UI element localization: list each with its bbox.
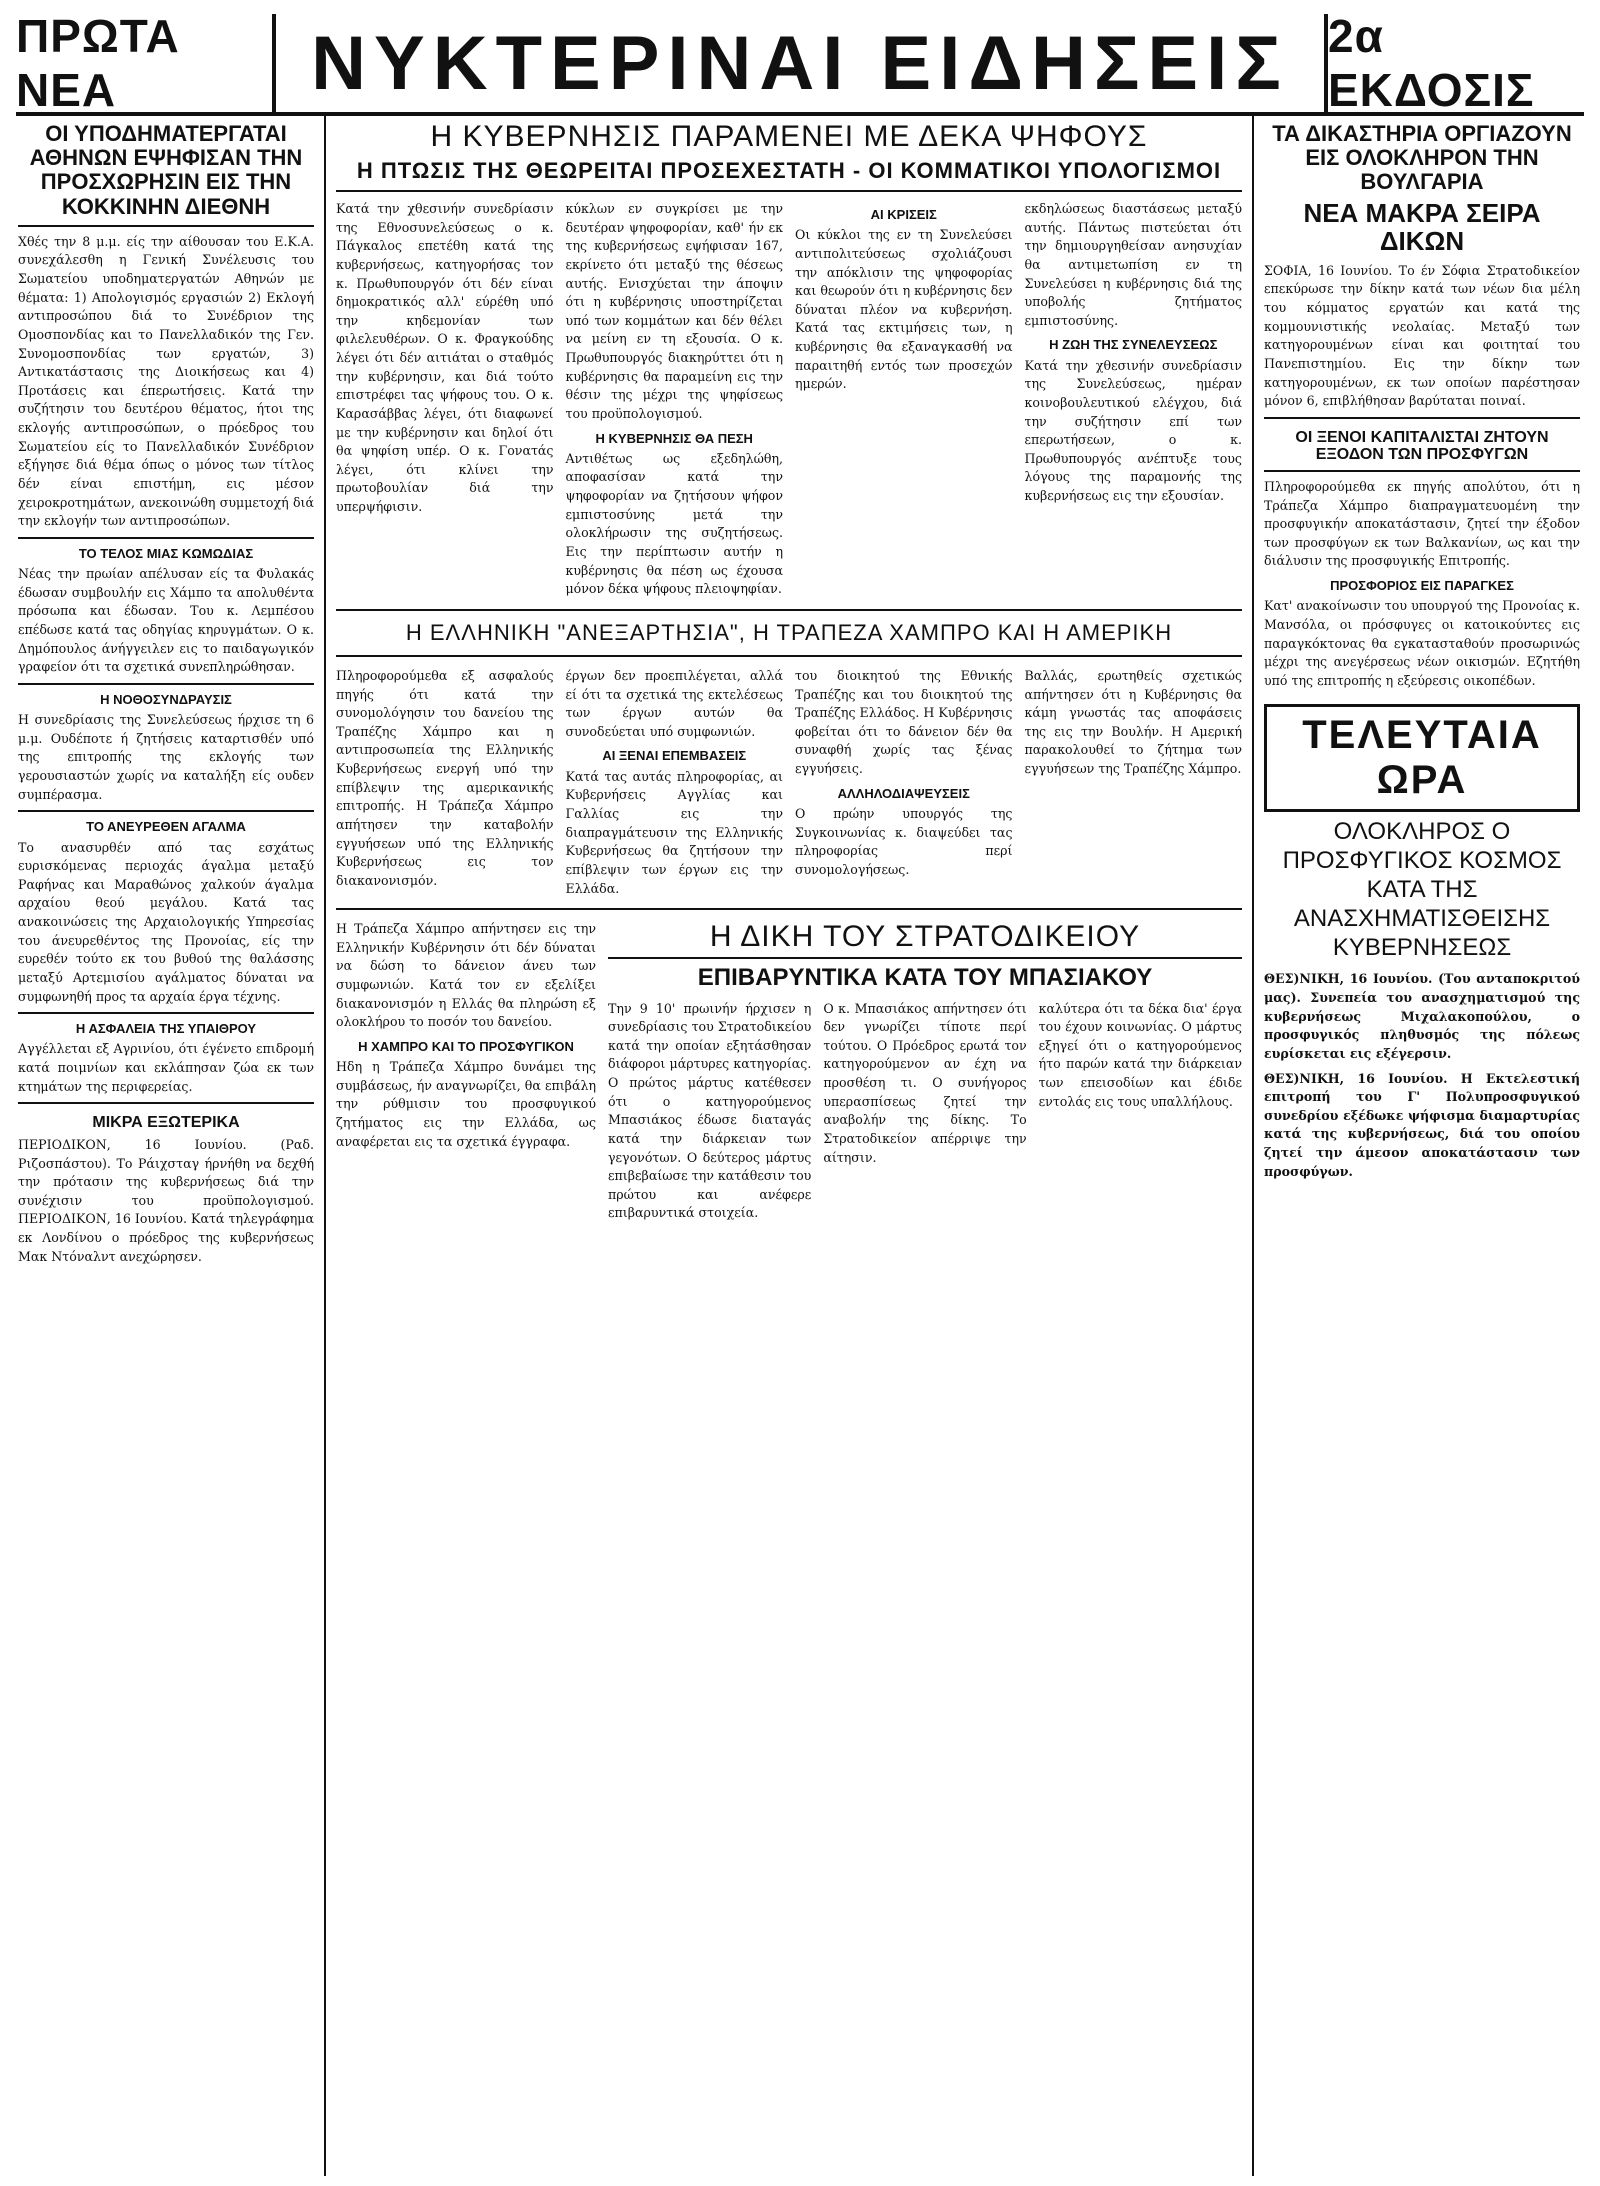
divider xyxy=(18,537,314,539)
right-column xyxy=(1254,116,1584,2176)
hambro-col-2-text: έργων δεν προεπιλέγεται, αλλά εί ότι τα σχετικά της εκτελέσεως των έργων αυτών θα συνοδεύεται υπό συμφωνιών. xyxy=(565,667,783,739)
lead-col-1-text: Κατά την χθεσινήν συνεδρίασιν της Εθνοσυνελεύσεως ο κ. Πάγκαλος επετέθη κατά της κυβερνήσεως, κατηγορήσας τον κ. Πρωθυπουργόν ότι δέν είναι δημοκρατικός αλλ' εύρέθη υπό την κηδεμονίαν των φιλελευθέρων. Ο κ. Φραγκούδης λέγει ότι δέν αιτιάται ο σταθμός την κυβέρνησιν, και διά τούτο επιστρέφει τας ψήφους του. Ο κ. Καρασάββας λέγει, ότι διαφωνεί με την κυβέρνησιν και δηλοί ότι θα ψηφίση υπέρ. Ο κ. Γονατάς λέγει, ότι κλίνει την πρωτοβουλίαν διά την υπερψήφισιν. xyxy=(336,201,554,514)
court-col-3 xyxy=(1039,1000,1242,1224)
last-hour-banner: ΤΕΛΕΥΤΑΙΑ ΩΡΑ xyxy=(1264,704,1580,812)
right-subhead-capitalists: ΟΙ ΞΕΝΟΙ ΚΑΠΙΤΑΛΙΣΤΑΙ ΖΗΤΟΥΝ ΕΞΟΔΟΝ ΤΩΝ ΠΡΟΣΦΥΓΩΝ xyxy=(1295,428,1549,464)
court-col-1 xyxy=(608,1000,811,1224)
court-col-3-text: καλύτερα ότι τα δέκα δια' έργα του έχουν κοινωνίας. Ο μάρτυς εξηγεί ότι ο κατηγορούμενος ήτο παρών κατά την διάρκειαν των επεισοδίων και έδιδε εντολάς εις τους υπαλλήλους. xyxy=(1038,1000,1242,1109)
hambro-col-3-text: του διοικητού της Εθνικής Τραπέζης και του διοικητού της Τραπέζης Ελλάδος. Η Κυβέρνησις φοβείται ότι το δάνειον δέν θα συναφθή χωρίς τας ξένας εγγυήσεις. xyxy=(795,667,1013,777)
court-col-2-text: Ο κ. Μπασιάκος απήντησεν ότι δεν γνωρίζει τίποτε περί τούτου. Ο Πρόεδρος ερωτά τον κατηγορούμενον αν έχη να προσθέση τι. Ο συνήγορος υπερασπίσεως ζητεί την αναβολήν της δίκης. Το Στρατοδικείον απέρριψε την αίτησιν. xyxy=(823,1000,1027,1165)
court-main xyxy=(608,920,1242,1223)
left-subhead-assembly: Η ΝΟΘΟΣΥΝΔΡΑΥΣΙΣ xyxy=(100,691,232,707)
hambro-col-1-text: Πληροφορούμεθα εξ ασφαλούς πηγής ότι κατά την συνομολόγησιν του δανείου της Τραπέζης Χάμπρο και η αντιπροσωπεία της Ελληνικής Κυβερνήσεως ενεργή υπό την επίβλεψιν της αμερικανικής επιτροπής. Η Τράπεζα Χάμπρο απήτησεν την καταβολήν εγγυήσεων υπό της Ελληνικής Κυβερνήσεως εις τον διακανονισμόν. xyxy=(336,667,554,888)
lead-col-4-text-b: Κατά την χθεσινήν συνεδρίασιν της Συνελεύσεως, ημέραν κοινοβουλευτικού ελέγχου, διά την συζήτησιν επί των επερωτήσεων, ο κ. Πρωθυπουργός ανέπτυξε τους λόγους της παραμονής της κυβερνήσεως εις την εξουσίαν. xyxy=(1024,357,1242,504)
lead-col-2 xyxy=(566,200,784,599)
masthead-edition: 2α ΕΚΔΟΣΙΣ xyxy=(1328,10,1535,116)
right-article-barracks: Κατ' ανακοίνωσιν του υπουργού της Προνοίας κ. Μανσόλα, οι πρόσφυγες οι κατοικούντες εις παραγκόκτονας θα εγκατασταθούν προσωρινώς μέχρι της ανεγέρσεως νέων οικισμών. Εζητήθη υπό της επιτροπής η εξεύρεσις οικοπέδων. xyxy=(1264,598,1580,688)
court-side-col xyxy=(336,920,596,1223)
right-headline: ΤΑ ΔΙΚΑΣΤΗΡΙΑ ΟΡΓΙΑΖΟΥΝ ΕΙΣ ΟΛΟΚΛΗΡΟΝ ΤΗΝ ΒΟΥΛΓΑΡΙΑ xyxy=(1272,121,1572,195)
hambro-col-4 xyxy=(1025,667,1243,898)
hambro-col-2 xyxy=(566,667,784,898)
court-side-subhead: Η ΧΑΜΠΡΟ ΚΑΙ ΤΟ ΠΡΟΣΦΥΓΙΚΟΝ xyxy=(358,1038,574,1054)
divider xyxy=(18,225,314,227)
hambro-subhead-foreign: ΑΙ ΞΕΝΑΙ ΕΠΕΜΒΑΣΕΙΣ xyxy=(602,748,747,764)
left-article-security: Αγγέλλεται εξ Αγρινίου, ότι έγένετο επιδρομή κατά ποιμνίων και εκλάπησαν ζώα εκ των κτημάτων της περιφερείας. xyxy=(18,1041,314,1094)
lead-headline: Η ΚΥΒΕΡΝΗΣΙΣ ΠΑΡΑΜΕΝΕΙ ΜΕ ΔΕΚΑ ΨΗΦΟΥΣ xyxy=(430,120,1148,153)
right-subheadline: ΝΕΑ ΜΑΚΡΑ ΣΕΙΡΑ ΔΙΚΩΝ xyxy=(1303,197,1541,257)
left-subhead-foreign: ΜΙΚΡΑ ΕΞΩΤΕΡΙΚΑ xyxy=(92,1114,240,1132)
hambro-col-3 xyxy=(795,667,1013,898)
lead-col-3-text: Οι κύκλοι της εν τη Συνελεύσει αντιπολιτεύσεως σχολιάζουσι την απόκλισιν της ψηφοφορίας και θεωρούν ότι η κυβέρνησις δεν δύναται πλέον να κυβερνήση. Κατά τας εκτιμήσεις των, η κυβέρνησις θα εξαναγκασθή να παραιτηθή εντός των προσεχών ημερών. xyxy=(795,227,1013,392)
lead-subhead-crises: ΑΙ ΚΡΙΣΕΙΣ xyxy=(870,207,937,222)
lead-col-1 xyxy=(336,200,554,599)
divider xyxy=(1264,417,1580,419)
divider xyxy=(18,810,314,812)
hambro-col-4-text: Βαλλάς, ερωτηθείς σχετικώς απήντησεν ότι η Κυβέρνησις θα κάμη γνωστάς τας αποφάσεις της εις την Βουλήν. Η Αμερική παρακολουθεί το ζήτημα των εγγυήσεων της Τραπέζης Χάμπρο. xyxy=(1024,667,1242,777)
lead-subhead-fall: Η ΚΥΒΕΡΝΗΣΙΣ ΘΑ ΠΕΣΗ xyxy=(595,430,753,446)
masthead-center-title: ΝΥΚΤΕΡΙΝΑΙ ΕΙΔΗΣΕΙΣ xyxy=(272,14,1328,112)
left-article-assembly: Η συνεδρίασις της Συνελεύσεως ήρχισε τη 6 μ.μ. Ουδέποτε ή ζητήσεις καταρτισθέν υπό της επιτροπής της εκλογής των γερουσιαστών χωρίς να καταλήξη είς ουδεν συμπέρασμα. xyxy=(18,712,314,802)
court-side-text-b: Ηδη η Τράπεζα Χάμπρο δυνάμει της συμβάσεως, ήν αναγνωρίζει, θα επιβάλη την ρύθμισιν του προσφυγικού ζητήματος εις την Ελλάδα, ως αναφέρεται εις τα σχετικά έγγραφα. xyxy=(336,1059,596,1149)
hambro-col-2-text-b: Κατά τας αυτάς πληροφορίας, αι Κυβερνήσεις Αγγλίας και Γαλλίας εις την διαπραγμάτευσιν της Ελληνικής Κυβερνήσεως θα ζητήσουν την επίβλεψιν των έργων εις την Ελλάδα. xyxy=(565,768,783,896)
divider xyxy=(336,908,1242,910)
left-subhead-security: Η ΑΣΦΑΛΕΙΑ ΤΗΣ ΥΠΑΙΘΡΟΥ xyxy=(75,1021,257,1037)
middle-column xyxy=(326,116,1254,2176)
right-article-sofia: ΣΟΦΙΑ, 16 Ιουνίου. Το έν Σόφια Στρατοδικείον επεκύρωσε την δίκην κατά των νέων δια μέλη του κόμματος εργατών και κατά της κομμουνιστικής νεολαίας. Μεταξύ των κατηγορουμένων είναι και φοιτηταί του Πανεπιστημίου. Εις την δίκην των κατηγορουμένων, εκ των οποίων παρέστησαν μόνον 6, επιβλήθησαν βαρύταται ποιναί. xyxy=(1264,262,1580,409)
hambro-columns xyxy=(336,667,1242,898)
masthead-left-title: ΠΡΩΤΑ ΝΕΑ xyxy=(16,10,180,116)
divider xyxy=(336,655,1242,657)
court-col-2 xyxy=(823,1000,1026,1224)
lead-subheadline: Η ΠΤΩΣΙΣ ΤΗΣ ΘΕΩΡΕΙΤΑΙ ΠΡΟΣΕΧΕΣΤΑΤΗ - ΟΙ ΚΟΜΜΑΤΙΚΟΙ ΥΠΟΛΟΓΙΣΜΟΙ xyxy=(356,158,1222,183)
last-hour-text-2: ΘΕΣ)ΝΙΚΗ, 16 Ιουνίου. Η Εκτελεστική επιτροπή του Γ' Πολυπροσφυγικού συνεδρίου εξέδωκε ψήφισμα διαμαρτυρίας κατά της κυβερνήσεως, διά του οποίου ζητεί την άμεσον αποκατάστασιν των προσφύγων. xyxy=(1264,1070,1580,1179)
divider xyxy=(336,609,1242,611)
left-article-foreign: ΠΕΡΙΟΔΙΚΟΝ, 16 Ιουνίου. (Ραδ. Ριζοσπάστου). Το Ράιχσταγ ήρνήθη να δεχθή την πρότασιν της κυβερνήσεως διά την συνέχισιν του προϋπολογισμού. ΠΕΡΙΟΔΙΚΟΝ, 16 Ιουνίου. Κατά τηλεγράφημα εκ Λονδίνου ο πρόεδρος της κυβερνήσεως Μακ Ντόναλντ ανεχώρησεν. xyxy=(18,1136,314,1264)
hambro-col-1 xyxy=(336,667,554,898)
last-hour-text-1: ΘΕΣ)ΝΙΚΗ, 16 Ιουνίου. (Του ανταποκριτού μας). Συνεπεία του ανασχηματισμού της κυβερνήσεως Μιχαλακοπούλου, ο προσφυγικός πληθυσμός της πόλεως ευρίσκεται εις εξέγερσιν. xyxy=(1264,971,1580,1061)
court-section xyxy=(336,920,1242,1223)
last-hour-headline: ΟΛΟΚΛΗΡΟΣ Ο ΠΡΟΣΦΥΓΙΚΟΣ ΚΟΣΜΟΣ ΚΑΤΑ ΤΗΣ ΑΝΑΣΧΗΜΑΤΙΣΘΕΙΣΗΣ ΚΥΒΕΡΝΗΣΕΩΣ xyxy=(1282,818,1562,961)
right-article-capitalists: Πληροφορούμεθα εκ πηγής απολύτου, ότι η Τράπεζα Χάμπρο διαπραγματευομένη την προσφυγικήν αποκατάστασιν, ζητεί την έξοδον των προσφύγων εκ των Βαλκανίων, ως και την διάλυσιν της προσφυγικής Επιτροπής. xyxy=(1264,478,1580,569)
left-subhead-comedy: ΤΟ ΤΕΛΟΣ ΜΙΑΣ ΚΩΜΩΔΙΑΣ xyxy=(78,545,254,561)
court-col-1-text: Την 9 10' πρωινήν ήρχισεν η συνεδρίασις του Στρατοδικείου κατά την οποίαν εξητάσθησαν διάφοροι μάρτυρες κατηγορίας. Ο πρώτος μάρτυς κατέθεσεν ότι ο κατηγορούμενος Μπασιάκος έδωσε διαταγάς κατά την διάρκειαν των γεγονότων. Ο δεύτερος μάρτυς επιβεβαίωσε την κατάθεσιν του πρώτου και ανέφερε επιβαρυντικά στοιχεία. xyxy=(608,1000,812,1221)
lead-banner xyxy=(336,120,1242,192)
lead-col-4 xyxy=(1025,200,1243,599)
divider xyxy=(18,1102,314,1104)
left-article-statue: Το ανασυρθέν από τας εσχάτως ευρισκόμενας περιοχάς άγαλμα μεταξύ Ραφήνας και Μαραθώνος χαλκούν άγαλμα αρχαίου θεού μεγάλου. Κατά τας ανακοινώσεις της Αρχαιολογικής Υπηρεσίας του άνευρεθέντος της Προνοίας, είς την ευρεθέν τούτο εκ του βυθού της θαλάσσης μεταξύ Αρτεμισίου αγάλματος δύναται να συμφωνηθή προς τα αρχαία έργα τέχνης. xyxy=(18,839,314,1004)
lead-subhead-assembly-life: Η ΖΩΗ ΤΗΣ ΣΥΝΕΛΕΥΣΕΩΣ xyxy=(1049,337,1218,353)
court-headline: Η ΔΙΚΗ ΤΟΥ ΣΤΡΑΤΟΔΙΚΕΙΟΥ xyxy=(608,920,1242,959)
lead-col-3 xyxy=(795,200,1013,599)
right-subhead-barracks: ΠΡΟΣΦΟΡΙΟΣ ΕΙΣ ΠΑΡΑΓΚΕΣ xyxy=(1330,578,1514,594)
lead-col-4-text: εκδηλώσεως διαστάσεως μεταξύ αυτής. Πάντως πιστεύεται ότι την δημιουργηθείσαν ανησυχίαν θα αντιμετωπίση εν τη Συνελεύσει η κυβέρνησις διά της υποβολής ζητήματος εμπιστοσύνης. xyxy=(1024,201,1242,328)
left-article-body: Χθές την 8 μ.μ. είς την αίθουσαν του Ε.Κ.Α. συνεχάλεσθη η Γενική Συνέλευσις του Σωματείου υποδηματεργατών Αθηνών με θέματα: 1) Απολογισμός εργασιών 2) Εκλογή αντιπροσώπου διά το Συνέδριον της Ομοσπονδίας και το Πανελλαδικόν της Γεν. Συνομοσπονδίας των εργατών, 3) Αντικατάστασις της Διοικήσεως και 4) Προτάσεις και έπερωτήσεις. Κατά την συζήτησιν του δευτέρου θέματος, ήτοι της εκλογής αντιπροσώπων, ο πρόεδρος του Σωματείου είς το Πανελλαδικόν Συνέδριον εξήγησε διά θέμα όπως ο μόνος των τίτλος δέν είναι επιστήμη, εις μέσον χειροκροτημάτων, ανεκοινώθη συμμετοχή διά την εκλογήν των αντιπροσώπων. xyxy=(18,233,314,529)
court-columns xyxy=(608,1000,1242,1224)
court-subheadline: ΕΠΙΒΑΡΥΝΤΙΚΑ ΚΑΤΑ ΤΟΥ ΜΠΑΣΙΑΚΟΥ xyxy=(697,964,1153,992)
court-side-text: Η Τράπεζα Χάμπρο απήντησεν εις την Ελληνικήν Κυβέρνησιν ότι δέν δύναται να δώση το δάνειον άνευ των συμφωνιών. Κατά τον εν εξελίξει διακανονισμόν η Ελλάς θα πληρώση εξ ολοκλήρου το ποσόν του δανείου. xyxy=(336,921,596,1030)
divider xyxy=(18,683,314,685)
hambro-col-3-text-b: Ο πρώην υπουργός της Συγκοινωνίας κ. διαψεύδει τας πληροφορίας περί συνομολογήσεως. xyxy=(795,806,1013,877)
section-hambro-headline: Η ΕΛΛΗΝΙΚΗ "ΑΝΕΞΑΡΤΗΣΙΑ", Η ΤΡΑΠΕΖΑ ΧΑΜΠΡΟ ΚΑΙ Η ΑΜΕΡΙΚΗ xyxy=(405,619,1173,645)
page-grid xyxy=(16,116,1584,2176)
divider xyxy=(1264,470,1580,472)
lead-col-2-text-b: Αντιθέτως ως εξεδηλώθη, αποφασίσαν κατά την ψηφοφορίαν να ζητήσουν ψήφον εμπιστοσύνης μετά την ολοκλήρωσιν της συζητήσεως. Εις την περίπτωσιν αυτήν η κυβέρνησις θα πέση ως έχουσα μόνον δέκα ψήφους πλειοψηφίαν. xyxy=(565,450,783,597)
hambro-subhead-denials: ΑΛΛΗΛΟΔΙΑΨΕΥΣΕΙΣ xyxy=(837,785,970,801)
left-column xyxy=(16,116,326,2176)
lead-col-2-text: κύκλων εν συγκρίσει με την δευτέραν ψηφοφορίαν, καθ' ήν εκ της κυβερνήσεως εψήφισαν 167, εκρίνετο ότι μεταξύ της θέσεως αυτής. Ενισχύεται την άποψιν ότι η κυβέρνησις υποστηρίζεται υπό των κομμάτων και δέν θέλει να μείνη εν τη εξουσία. Ο κ. Πρωθυπουργός διακηρύττει ότι η κυβέρνησις θα παραμείνη εις την θέσιν της μέχρι της ψηφίσεως του προϋπολογισμού. xyxy=(565,201,783,421)
divider xyxy=(18,1012,314,1014)
lead-columns xyxy=(336,200,1242,599)
left-article-comedy: Νέας την πρωίαν απέλυσαν είς τα Φυλακάς έδωσαν συμβουλήν εις Χάμπο τα απολυθέντα πρόσωπα και έδωσαν. Του κ. Λεμπέσου επέδωσε κατά τας οδηγίας κηρυγμάτων. Ο κ. Δημόπουλος άνήγγειλεν εις το παιδαγωγικόν γραφείον ότι τα σχετικά συνεπληρώθησαν. xyxy=(18,566,314,675)
masthead xyxy=(16,10,1584,116)
left-headline: ΟΙ ΥΠΟΔΗΜΑΤΕΡΓΑΤΑΙ ΑΘΗΝΩΝ ΕΨΗΦΙΣΑΝ ΤΗΝ ΠΡΟΣΧΩΡΗΣΙΝ ΕΙΣ ΤΗΝ ΚΟΚΚΙΝΗΝ ΔΙΕΘΝΗ xyxy=(29,121,303,219)
left-subhead-statue: ΤΟ ΑΝΕΥΡΕΘΕΝ ΑΓΑΛΜΑ xyxy=(86,819,246,835)
